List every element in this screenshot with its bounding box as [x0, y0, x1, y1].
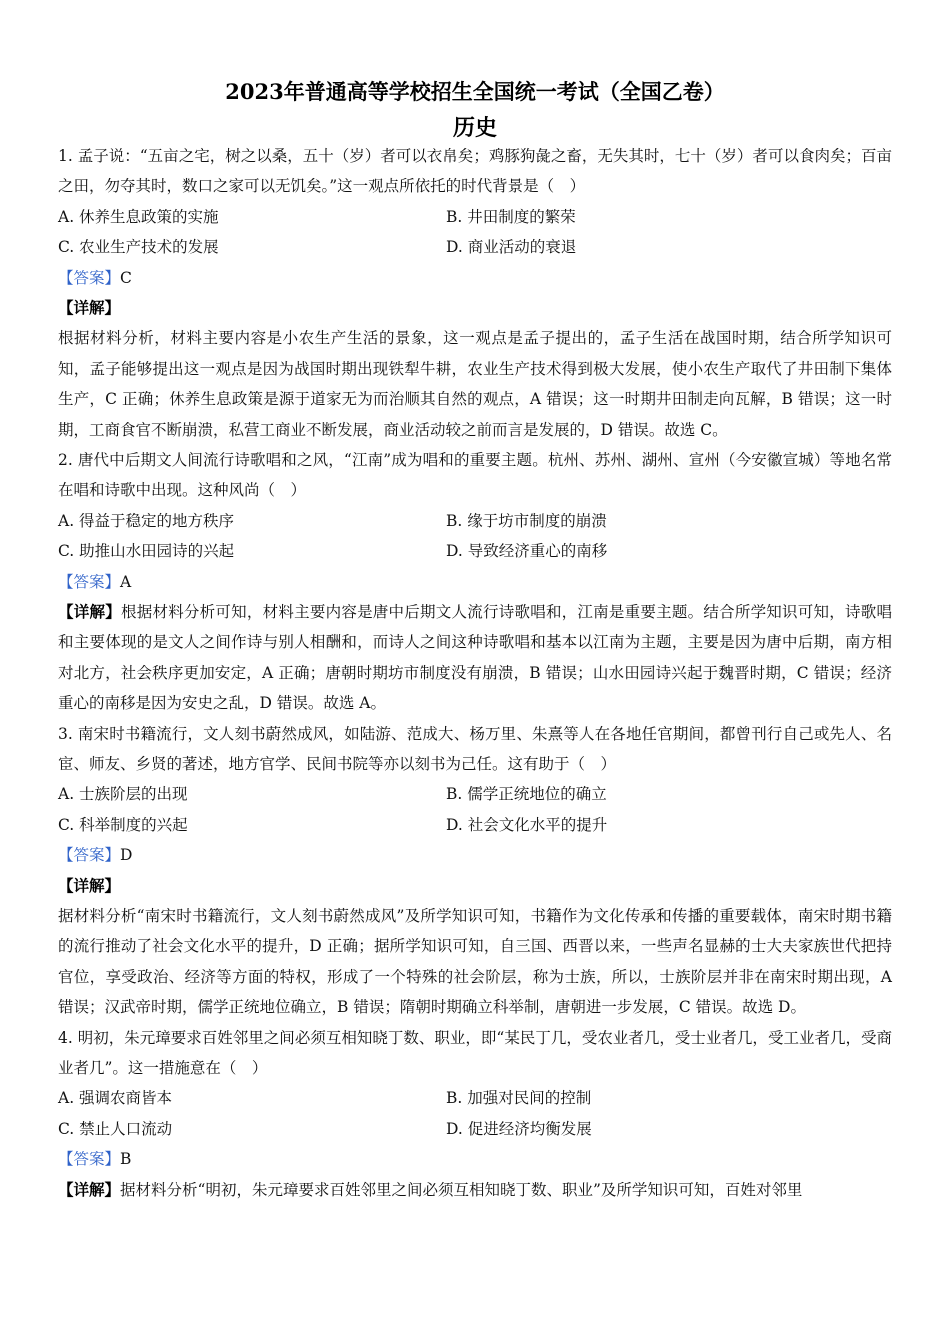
question-2-option-d: D. 导致经济重心的南移 [446, 542, 608, 561]
detail-text: 根据材料分析可知，材料主要内容是唐中后期文人流行诗歌唱和，江南是重要主题。结合所学知识可知，诗歌唱和主要体现的是文人之间作诗与别人相酬和，而诗人之间这种诗歌唱和基本以江南为主题，主要是因为唐中后期，南方相对北方，社会秩序更加安定，A 正确；唐朝时期坊市制度没有崩溃，B 错误；山水田园诗兴起于魏晋时期，C 错误；经济重心的南移是因为安史之乱，D 错误。故选 A。 [58, 602, 892, 713]
detail-text: 据材料分析“明初，朱元璋要求百姓邻里之间必须互相知晓丁数、职业”及所学知识可知，百姓对邻里 [120, 1180, 803, 1199]
question-2-answer [58, 567, 892, 597]
answer-label: 【答案】 [58, 572, 121, 591]
question-3-option-a: A. 士族阶层的出现 [58, 785, 188, 804]
question-4-answer [58, 1144, 892, 1174]
question-2-option-b: B. 缘于坊市制度的崩溃 [446, 511, 607, 530]
answer-label: 【答案】 [58, 268, 121, 287]
detail-label: 【详解】 [58, 875, 121, 895]
answer-value: D [120, 846, 133, 865]
question-2-option-a: A. 得益于稳定的地方秩序 [58, 511, 235, 530]
question-4-option-d: D. 促进经济均衡发展 [446, 1119, 592, 1138]
question-3-options-row-2 [58, 810, 892, 840]
detail-label: 【详解】 [58, 297, 121, 317]
question-1-option-b: B. 井田制度的繁荣 [446, 207, 576, 226]
subject-title: 历史 [452, 115, 497, 141]
question-1-options-row-2 [58, 232, 892, 262]
question-2-options-row-1 [58, 506, 892, 536]
question-1-option-d: D. 商业活动的衰退 [446, 238, 577, 257]
question-3-stem: 3. 南宋时书籍流行，文人刻书蔚然成风，如陆游、范成大、杨万里、朱熹等人在各地任官期间，都曾刊行自己或先人、名宦、师友、乡贤的著述，地方官学、民间书院等亦以刻书为己任。这有助于（ ） [58, 724, 892, 774]
answer-label: 【答案】 [58, 846, 121, 865]
detail-label: 【详解】 [58, 1179, 121, 1199]
question-3-answer [58, 840, 892, 870]
question-4-stem: 4. 明初，朱元璋要求百姓邻里之间必须互相知晓丁数、职业，即“某民丁几，受农业者几，受士业者几，受工业者几，受商业者几”。这一措施意在（ ） [58, 1028, 892, 1078]
question-3-detail: 据材料分析“南宋时书籍流行，文人刻书蔚然成风”及所学知识可知，书籍作为文化传承和传播的重要载体，南宋时期书籍的流行推动了社会文化水平的提升，D 正确；据所学知识可知，自三国、西晋以来，一些声名显赫的士大夫家族世代把持官位，享受政治、经济等方面的特权，形成了一个特殊的社会阶层，称为士族，所以，士族阶层并非在南宋时期出现，A 错误；汉武帝时期，儒学正统地位确立，B 错误；隋朝时期确立科举制，唐朝进一步发展，C 错误。故选 D。 [58, 906, 892, 1017]
question-3-option-c: C. 科举制度的兴起 [58, 815, 188, 834]
document-body [58, 141, 892, 1205]
question-3-option-b: B. 儒学正统地位的确立 [446, 785, 607, 804]
answer-value: A [120, 572, 132, 591]
question-4-option-a: A. 强调农商皆本 [58, 1089, 173, 1108]
detail-label: 【详解】 [58, 601, 121, 621]
question-3-options-row-1 [58, 779, 892, 809]
question-1-stem: 1. 孟子说：“五亩之宅，树之以桑，五十（岁）者可以衣帛矣；鸡豚狗彘之畜，无失其时，七十（岁）者可以食肉矣；百亩之田，勿夺其时，数口之家可以无饥矣。”这一观点所依托的时代背景是（ ） [58, 147, 892, 196]
question-2-options-row-2 [58, 536, 892, 566]
question-4-options-row-1 [58, 1083, 892, 1113]
question-1-options-row-1 [58, 202, 892, 232]
question-1-option-a: A. 休养生息政策的实施 [58, 207, 219, 226]
question-4-detail [58, 1175, 892, 1205]
question-2-option-c: C. 助推山水田园诗的兴起 [58, 542, 235, 561]
answer-label: 【答案】 [58, 1150, 121, 1169]
question-1-answer [58, 263, 892, 293]
question-2-detail [58, 597, 892, 719]
question-2-stem: 2. 唐代中后期文人间流行诗歌唱和之风，“江南”成为唱和的重要主题。杭州、苏州、湖州、宣州（今安徽宣城）等地名常在唱和诗歌中出现。这种风尚（ ） [58, 451, 892, 500]
question-1-detail-heading [58, 293, 892, 323]
question-1-detail: 根据材料分析，材料主要内容是小农生产生活的景象，这一观点是孟子提出的，孟子生活在战国时期，结合所学知识可知，孟子能够提出这一观点是因为战国时期出现铁犁牛耕，农业生产技术得到极大发展，使小农生产取代了井田制下集体生产，C 正确；休养生息政策是源于道家无为而治顺其自然的观点，A 错误；这一时期井田制走向瓦解，B 错误；这一时期，工商食官不断崩溃，私营工商业不断发展，商业活动较之前而言是发展的，D 错误。故选 C。 [58, 329, 892, 439]
question-4-options-row-2 [58, 1114, 892, 1144]
question-1-option-c: C. 农业生产技术的发展 [58, 238, 219, 257]
question-4-option-b: B. 加强对民间的控制 [446, 1089, 592, 1108]
question-3-option-d: D. 社会文化水平的提升 [446, 815, 608, 834]
question-3-detail-heading [58, 871, 892, 901]
answer-value: C [120, 268, 132, 287]
exam-title: 2023年普通高等学校招生全国统一考试（全国乙卷） [225, 79, 725, 104]
answer-value: B [120, 1150, 132, 1169]
question-4-option-c: C. 禁止人口流动 [58, 1119, 173, 1138]
